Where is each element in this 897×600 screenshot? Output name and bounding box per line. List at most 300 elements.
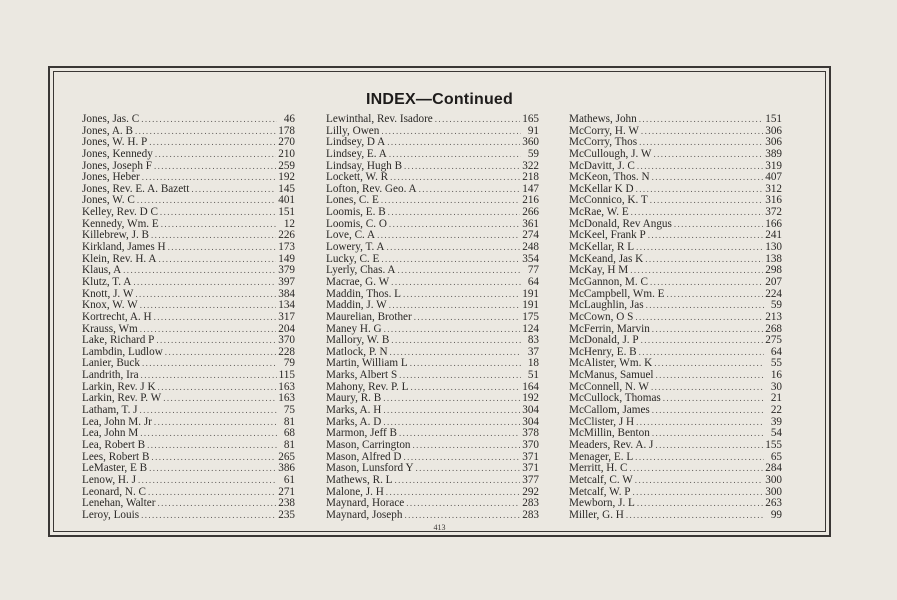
index-entry-name: Klaus, A bbox=[82, 264, 122, 277]
index-entry-name: Lindsey, D A bbox=[326, 136, 386, 149]
index-entry-name: McKellar, R L bbox=[569, 241, 635, 254]
index-entry-name: Metcalf, W. P bbox=[569, 485, 631, 498]
index-entry-page: 268 bbox=[765, 322, 782, 335]
index-entry-name: McDavitt, J. C bbox=[569, 159, 635, 172]
dot-leader bbox=[399, 428, 520, 440]
index-entry-page: 192 bbox=[278, 171, 295, 184]
index-entry-name: Kennedy, Wm. E bbox=[82, 217, 159, 230]
index-entry-page: 283 bbox=[522, 508, 539, 521]
index-entry-page: 173 bbox=[278, 241, 295, 254]
dot-leader bbox=[636, 242, 763, 254]
index-entry-page: 213 bbox=[765, 310, 782, 323]
index-entry-page: 207 bbox=[765, 275, 782, 288]
index-entry-page: 378 bbox=[522, 427, 539, 440]
index-entry-page: 386 bbox=[278, 462, 295, 475]
index-entry-name: Klein, Rev. H. A bbox=[82, 252, 157, 265]
dot-leader bbox=[667, 289, 764, 301]
index-entry-page: 59 bbox=[770, 299, 782, 312]
index-entry-name: Lyerly, Chas. A bbox=[326, 264, 396, 277]
index-entry-page: 12 bbox=[283, 217, 295, 230]
index-entry-name: Martin, William L bbox=[326, 357, 408, 370]
dot-leader bbox=[641, 126, 763, 138]
index-entry-name: McConnell, N. W bbox=[569, 380, 649, 393]
index-entry-page: 319 bbox=[765, 159, 782, 172]
index-entry bbox=[82, 370, 295, 382]
dot-leader bbox=[147, 440, 277, 452]
index-entry-page: 210 bbox=[278, 147, 295, 160]
index-entry bbox=[326, 370, 539, 382]
index-entry bbox=[326, 405, 539, 417]
index-entry-name: Kirkland, James H bbox=[82, 241, 166, 254]
index-entry-page: 39 bbox=[770, 415, 782, 428]
index-entry-name: Mahony, Rev. P. L bbox=[326, 380, 409, 393]
index-entry-page: 155 bbox=[765, 438, 782, 451]
index-entry-page: 64 bbox=[527, 275, 539, 288]
page-border-inner bbox=[53, 71, 826, 532]
index-entry-page: 61 bbox=[283, 473, 295, 486]
dot-leader bbox=[168, 242, 277, 254]
index-entry-page: 407 bbox=[765, 171, 782, 184]
index-entry-page: 83 bbox=[527, 334, 539, 347]
dot-leader bbox=[652, 172, 764, 184]
dot-leader bbox=[149, 137, 276, 149]
index-entry-name: McAlister, Wm. K bbox=[569, 357, 653, 370]
index-entry-page: 130 bbox=[765, 241, 782, 254]
dot-leader bbox=[639, 114, 763, 126]
dot-leader bbox=[395, 475, 521, 487]
dot-leader bbox=[140, 428, 277, 440]
index-entry-page: 55 bbox=[770, 357, 782, 370]
index-entry-name: Jones, Kennedy bbox=[82, 147, 153, 160]
index-entry-page: 354 bbox=[522, 252, 539, 265]
dot-leader bbox=[414, 312, 520, 324]
index-entry-name: Merritt, H. C bbox=[569, 462, 628, 475]
index-entry-name: Maury, R. B bbox=[326, 392, 382, 405]
dot-leader bbox=[652, 324, 763, 336]
dot-leader bbox=[154, 417, 277, 429]
index-entry-name: McCullough, J. W bbox=[569, 147, 652, 160]
dot-leader bbox=[648, 230, 763, 242]
dot-leader bbox=[383, 405, 520, 417]
index-entry-page: 191 bbox=[522, 287, 539, 300]
index-entry-name: Knox, W. W bbox=[82, 299, 138, 312]
index-entry-name: Maddin, Thos. L bbox=[326, 287, 401, 300]
dot-leader bbox=[381, 195, 520, 207]
dot-leader bbox=[403, 289, 520, 301]
index-entry-name: Knott, J. W bbox=[82, 287, 134, 300]
index-entry-name: Marks, A. H bbox=[326, 404, 382, 417]
index-entry-name: McCown, O S bbox=[569, 310, 634, 323]
index-entry-page: 226 bbox=[278, 229, 295, 242]
index-entry-name: McKeel, Frank P bbox=[569, 229, 646, 242]
index-entry-name: Mallory, W. B bbox=[326, 334, 390, 347]
index-entry-name: McLaughlin, Jas bbox=[569, 299, 644, 312]
index-entry bbox=[82, 475, 295, 487]
index-entry-page: 204 bbox=[278, 322, 295, 335]
dot-leader bbox=[165, 347, 276, 359]
index-entry-name: Loomis, C. O bbox=[326, 217, 387, 230]
dot-leader bbox=[140, 324, 276, 336]
dot-leader bbox=[633, 487, 764, 499]
index-entry bbox=[569, 149, 782, 161]
index-entry-page: 259 bbox=[278, 159, 295, 172]
index-entry-name: Lilly, Owen bbox=[326, 124, 380, 137]
dot-leader bbox=[141, 370, 277, 382]
index-entry-name: Lenehan, Walter bbox=[82, 497, 156, 510]
index-entry-name: Miller, G. H bbox=[569, 508, 624, 521]
index-entry-page: 274 bbox=[522, 229, 539, 242]
index-entry-name: Menager, E. L bbox=[569, 450, 634, 463]
dot-leader bbox=[641, 335, 764, 347]
index-entry-name: McManus, Samuel bbox=[569, 369, 654, 382]
index-entry-page: 81 bbox=[283, 415, 295, 428]
dot-leader bbox=[651, 382, 764, 394]
dot-leader bbox=[635, 475, 763, 487]
index-entry-name: Larkin, Rev. J K bbox=[82, 380, 156, 393]
index-entry-page: 191 bbox=[522, 299, 539, 312]
index-entry-name: Lindsay, Hugh B bbox=[326, 159, 403, 172]
index-entry-name: Mathews, R. L bbox=[326, 473, 393, 486]
index-entry-name: Lake, Richard P bbox=[82, 334, 155, 347]
dot-leader bbox=[663, 393, 764, 405]
dot-leader bbox=[157, 498, 276, 510]
dot-leader bbox=[626, 510, 764, 522]
index-entry-page: 284 bbox=[765, 462, 782, 475]
index-entry-name: Latham, T. J bbox=[82, 404, 138, 417]
index-entry-name: Jones, W. H. P bbox=[82, 136, 148, 149]
index-entry-page: 37 bbox=[527, 345, 539, 358]
dot-leader bbox=[141, 510, 276, 522]
index-entry-name: McCullock, Thomas bbox=[569, 392, 661, 405]
dot-leader bbox=[387, 137, 520, 149]
index-entry-name: McKeon, Thos. N bbox=[569, 171, 650, 184]
index-entry-name: McKeand, Jas K bbox=[569, 252, 644, 265]
index-entry-page: 54 bbox=[770, 427, 782, 440]
dot-leader bbox=[629, 463, 763, 475]
index-entry-name: Jones, A. B bbox=[82, 124, 133, 137]
index-entry-name: Lofton, Rev. Geo. A bbox=[326, 182, 417, 195]
index-entry-name: Mason, Lunsford Y bbox=[326, 462, 414, 475]
index-entry-name: Maney H. G bbox=[326, 322, 382, 335]
index-entry-name: Lea, Robert B bbox=[82, 438, 146, 451]
dot-leader bbox=[650, 195, 763, 207]
index-entry-page: 68 bbox=[283, 427, 295, 440]
dot-leader bbox=[163, 393, 276, 405]
dot-leader bbox=[398, 265, 522, 277]
index-entry-page: 372 bbox=[765, 206, 782, 219]
index-entry-name: Marmon, Jeff B bbox=[326, 427, 397, 440]
index-entry-name: Lockett, W. R bbox=[326, 171, 389, 184]
index-entry-page: 138 bbox=[765, 252, 782, 265]
index-entry-page: 163 bbox=[278, 380, 295, 393]
index-entry bbox=[326, 277, 539, 289]
index-entry bbox=[569, 405, 782, 417]
index-entry-page: 304 bbox=[522, 404, 539, 417]
index-entry-page: 216 bbox=[522, 194, 539, 207]
index-entry-page: 30 bbox=[770, 380, 782, 393]
dot-leader bbox=[389, 219, 520, 231]
index-entry-page: 275 bbox=[765, 334, 782, 347]
index-entry bbox=[82, 149, 295, 161]
index-entry bbox=[82, 114, 295, 126]
index-entry-page: 266 bbox=[522, 206, 539, 219]
index-entry-page: 283 bbox=[522, 497, 539, 510]
index-entry-page: 175 bbox=[522, 310, 539, 323]
dot-leader bbox=[636, 184, 764, 196]
index-entry-name: Krauss, Wm bbox=[82, 322, 138, 335]
index-entry-name: Larkin, Rev. P. W bbox=[82, 392, 162, 405]
index-entry-page: 64 bbox=[770, 345, 782, 358]
index-entry-name: Jones, Rev. E. A. Bazett bbox=[82, 182, 190, 195]
index-entry bbox=[326, 312, 539, 324]
index-entry-page: 389 bbox=[765, 147, 782, 160]
index-entry bbox=[569, 440, 782, 452]
index-entry-name: Lewinthal, Rev. Isadore bbox=[326, 113, 433, 125]
dot-leader bbox=[416, 463, 521, 475]
dot-leader bbox=[650, 277, 763, 289]
dot-leader bbox=[391, 335, 521, 347]
index-entry-page: 75 bbox=[283, 404, 295, 417]
index-entry-page: 384 bbox=[278, 287, 295, 300]
index-entry-page: 224 bbox=[765, 287, 782, 300]
index-entry-page: 46 bbox=[283, 113, 295, 125]
index-entry-name: McKay, H M bbox=[569, 264, 629, 277]
index-entry-page: 134 bbox=[278, 299, 295, 312]
dot-leader bbox=[381, 126, 521, 138]
dot-leader bbox=[656, 370, 764, 382]
index-entry-name: Marks, Albert S bbox=[326, 369, 398, 382]
index-entry-page: 218 bbox=[522, 171, 539, 184]
dot-leader bbox=[133, 277, 276, 289]
index-entry-name: Lea, John M. Jr bbox=[82, 415, 152, 428]
index-entry-name: Meaders, Rev. A. J bbox=[569, 438, 654, 451]
index-entry-page: 317 bbox=[278, 310, 295, 323]
index-entry-page: 298 bbox=[765, 264, 782, 277]
index-entry-name: Lowery, T. A bbox=[326, 241, 385, 254]
index-entry-name: Maddin, J. W bbox=[326, 299, 387, 312]
index-entry-name: Lambdin, Ludlow bbox=[82, 345, 163, 358]
index-entry-page: 371 bbox=[522, 462, 539, 475]
index-entry-name: Lucky, C. E bbox=[326, 252, 380, 265]
dot-leader bbox=[387, 242, 521, 254]
index-entry-name: Macrae, G. W bbox=[326, 275, 390, 288]
dot-leader bbox=[435, 114, 520, 126]
index-entry-page: 360 bbox=[522, 136, 539, 149]
index-entry bbox=[82, 440, 295, 452]
dot-leader bbox=[383, 393, 520, 405]
index-entry-name: McConnico, K. T bbox=[569, 194, 648, 207]
dot-leader bbox=[381, 254, 520, 266]
dot-leader bbox=[406, 498, 520, 510]
index-entry bbox=[326, 242, 539, 254]
dot-leader bbox=[141, 114, 277, 126]
index-entry bbox=[326, 440, 539, 452]
index-entry-name: McFerrin, Marvin bbox=[569, 322, 650, 335]
index-entry bbox=[569, 475, 782, 487]
index-entry-page: 397 bbox=[278, 275, 295, 288]
index-entry-name: McCorry, H. W bbox=[569, 124, 639, 137]
dot-leader bbox=[655, 440, 763, 452]
index-column-3 bbox=[569, 114, 782, 521]
index-entry-page: 377 bbox=[522, 473, 539, 486]
index-entry-name: McGannon, M. C bbox=[569, 275, 648, 288]
dot-leader bbox=[161, 219, 277, 231]
index-column-2 bbox=[326, 114, 539, 521]
index-entry-page: 370 bbox=[278, 334, 295, 347]
index-entry bbox=[569, 312, 782, 324]
dot-leader bbox=[377, 230, 520, 242]
index-entry-page: 65 bbox=[770, 450, 782, 463]
index-entry-page: 238 bbox=[278, 497, 295, 510]
index-entry-page: 306 bbox=[765, 124, 782, 137]
index-entry-name: McCampbell, Wm. E bbox=[569, 287, 665, 300]
dot-leader bbox=[639, 137, 763, 149]
dot-leader bbox=[410, 358, 521, 370]
dot-leader bbox=[390, 347, 521, 359]
dot-leader bbox=[404, 161, 520, 173]
dot-leader bbox=[383, 417, 520, 429]
index-entry bbox=[82, 405, 295, 417]
page-border bbox=[48, 66, 831, 537]
index-entry-page: 145 bbox=[278, 182, 295, 195]
index-entry-page: 235 bbox=[278, 508, 295, 521]
index-entry bbox=[326, 114, 539, 126]
dot-leader bbox=[158, 382, 277, 394]
dot-leader bbox=[654, 358, 764, 370]
index-entry-name: Mason, Carrington bbox=[326, 438, 411, 451]
index-entry-page: 271 bbox=[278, 485, 295, 498]
index-entry-page: 322 bbox=[522, 159, 539, 172]
dot-leader bbox=[389, 149, 521, 161]
index-entry-name: Maynard, Horace bbox=[326, 497, 405, 510]
dot-leader bbox=[138, 475, 277, 487]
index-entry-page: 91 bbox=[527, 124, 539, 137]
index-entry-name: Klutz, T. A bbox=[82, 275, 132, 288]
dot-leader bbox=[652, 405, 764, 417]
index-entry-name: Mewborn, J. L bbox=[569, 497, 635, 510]
dot-leader bbox=[135, 126, 276, 138]
index-entry-page: 371 bbox=[522, 450, 539, 463]
index-entry-page: 370 bbox=[522, 438, 539, 451]
index-entry-page: 163 bbox=[278, 392, 295, 405]
dot-leader bbox=[652, 428, 764, 440]
index-entry-page: 151 bbox=[278, 206, 295, 219]
index-entry-name: Jones, Heber bbox=[82, 171, 140, 184]
dot-leader bbox=[191, 184, 276, 196]
index-entry-name: McKellar K D bbox=[569, 182, 634, 195]
dot-leader bbox=[142, 358, 277, 370]
index-entry-page: 361 bbox=[522, 217, 539, 230]
dot-leader bbox=[149, 463, 276, 475]
index-entry-page: 192 bbox=[522, 392, 539, 405]
index-entry-page: 306 bbox=[765, 136, 782, 149]
index-entry bbox=[326, 475, 539, 487]
index-entry bbox=[82, 277, 295, 289]
dot-leader bbox=[155, 149, 276, 161]
index-entry-name: McClister, J H bbox=[569, 415, 635, 428]
index-entry-page: 379 bbox=[278, 264, 295, 277]
index-entry-name: Lees, Robert B bbox=[82, 450, 150, 463]
index-entry-page: 151 bbox=[765, 113, 782, 125]
index-entry-page: 300 bbox=[765, 485, 782, 498]
index-entry-page: 300 bbox=[765, 473, 782, 486]
index-entry-page: 166 bbox=[765, 217, 782, 230]
dot-leader bbox=[386, 487, 520, 499]
index-entry-name: McMillin, Benton bbox=[569, 427, 650, 440]
dot-leader bbox=[140, 300, 276, 312]
index-entry-page: 312 bbox=[765, 182, 782, 195]
index-entry-page: 263 bbox=[765, 497, 782, 510]
index-entry-name: Leroy, Louis bbox=[82, 508, 140, 521]
dot-leader bbox=[637, 498, 763, 510]
dot-leader bbox=[151, 452, 276, 464]
index-entry-page: 147 bbox=[522, 182, 539, 195]
index-entry-page: 21 bbox=[770, 392, 782, 405]
index-entry-page: 401 bbox=[278, 194, 295, 207]
index-entry bbox=[326, 149, 539, 161]
dot-leader bbox=[156, 335, 276, 347]
dot-leader bbox=[399, 370, 521, 382]
index-entry-page: 228 bbox=[278, 345, 295, 358]
index-entry-name: Love, C. A bbox=[326, 229, 376, 242]
index-entry-name: Jones, Joseph F bbox=[82, 159, 152, 172]
index-entry-name: Jones, Jas. C bbox=[82, 113, 140, 125]
index-entry-page: 18 bbox=[527, 357, 539, 370]
index-entry-name: Lea, John M bbox=[82, 427, 139, 440]
index-entry bbox=[82, 242, 295, 254]
dot-leader bbox=[388, 207, 521, 219]
index-entry-name: Killebrew, J. B bbox=[82, 229, 150, 242]
index-entry-page: 304 bbox=[522, 415, 539, 428]
dot-leader bbox=[154, 161, 276, 173]
index-entry-name: McCallom, James bbox=[569, 404, 650, 417]
index-entry-name: Maurelian, Brother bbox=[326, 310, 412, 323]
index-entry bbox=[82, 510, 295, 522]
dot-leader bbox=[148, 487, 276, 499]
index-entry bbox=[569, 370, 782, 382]
dot-leader bbox=[151, 230, 276, 242]
index-column-1 bbox=[82, 114, 295, 521]
index-entry-name: Matlock, P. N bbox=[326, 345, 388, 358]
index-entry-page: 77 bbox=[527, 264, 539, 277]
dot-leader bbox=[630, 265, 763, 277]
index-entry-name: Landrith, Ira bbox=[82, 369, 139, 382]
index-entry-name: Maynard, Joseph bbox=[326, 508, 403, 521]
index-entry bbox=[569, 242, 782, 254]
dot-leader bbox=[123, 265, 276, 277]
index-entry bbox=[569, 510, 782, 522]
dot-leader bbox=[639, 347, 764, 359]
index-entry-page: 165 bbox=[522, 113, 539, 125]
index-entry bbox=[326, 510, 539, 522]
dot-leader bbox=[135, 289, 276, 301]
index-entry-page: 292 bbox=[522, 485, 539, 498]
dot-leader bbox=[160, 207, 276, 219]
index-entry-name: LeMaster, E B bbox=[82, 462, 148, 475]
index-entry-page: 265 bbox=[278, 450, 295, 463]
index-entry-name: Leonard, N. C bbox=[82, 485, 147, 498]
dot-leader bbox=[140, 405, 277, 417]
index-entry-page: 22 bbox=[770, 404, 782, 417]
index-entry-name: Lindsey, E. A bbox=[326, 147, 387, 160]
dot-leader bbox=[635, 452, 764, 464]
index-entry bbox=[82, 312, 295, 324]
index-entry-page: 81 bbox=[283, 438, 295, 451]
dot-leader bbox=[154, 312, 277, 324]
index-entry-page: 316 bbox=[765, 194, 782, 207]
index-entry-page: 241 bbox=[765, 229, 782, 242]
index-entry-name: Metcalf, C. W bbox=[569, 473, 633, 486]
